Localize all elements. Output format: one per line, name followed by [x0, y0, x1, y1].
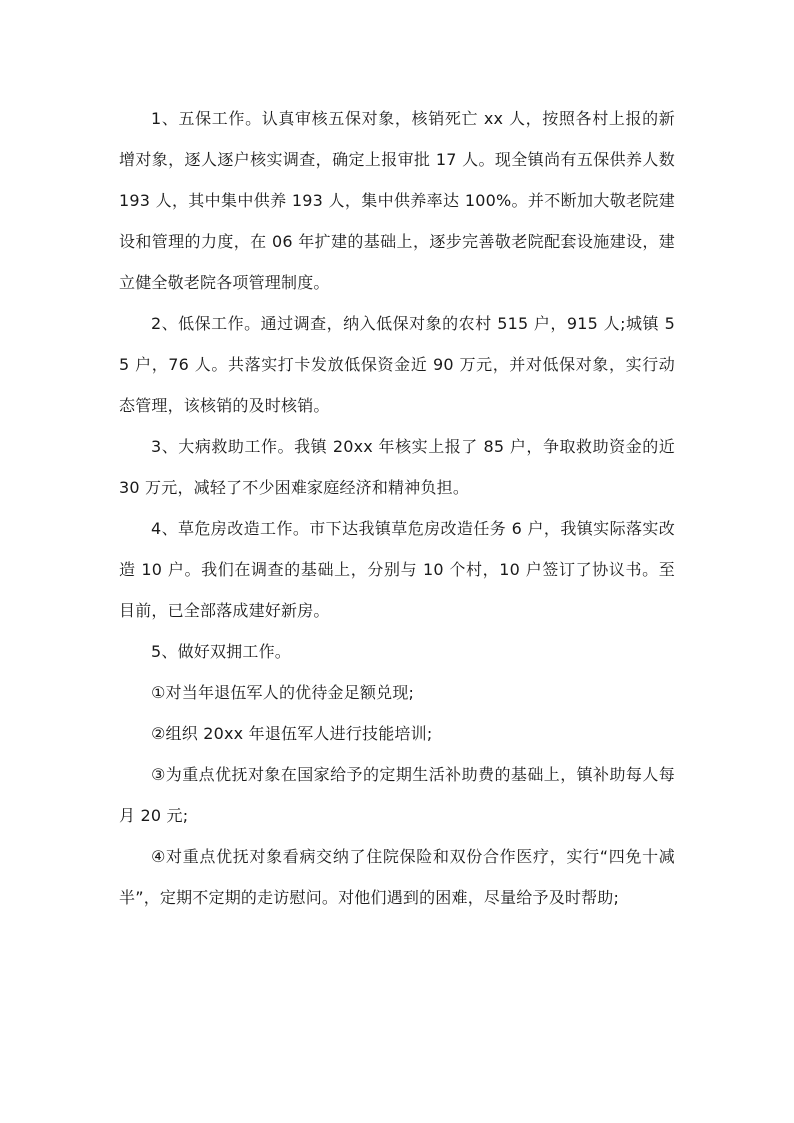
- paragraph-dibao: 2、低保工作。通过调查，纳入低保对象的农村 515 户，915 人;城镇 55 户，76 人。共落实打卡发放低保资金近 90 万元，并对低保对象，实行动态管理，该核销的及时核销。: [119, 314, 675, 415]
- paragraph-item-3: ③为重点优抚对象在国家给予的定期生活补助费的基础上，镇补助每人每月 20 元;: [119, 765, 675, 825]
- paragraph-shuangyong-heading: 5、做好双拥工作。: [151, 642, 291, 661]
- document-body: [119, 98, 675, 918]
- paragraph-dabing-jiuzhu: 3、大病救助工作。我镇 20xx 年核实上报了 85 户，争取救助资金的近 30 万元，减轻了不少困难家庭经济和精神负担。: [119, 437, 675, 497]
- paragraph-item-4: ④对重点优抚对象看病交纳了住院保险和双份合作医疗，实行“四免十减半”，定期不定期的走访慰问。对他们遇到的困难，尽量给予及时帮助;: [119, 847, 675, 907]
- paragraph-caoweifang: 4、草危房改造工作。市下达我镇草危房改造任务 6 户，我镇实际落实改造 10 户。我们在调查的基础上，分别与 10 个村，10 户签订了协议书。至目前，已全部落成建好新房。: [119, 519, 675, 620]
- paragraph-item-2: ②组织 20xx 年退伍军人进行技能培训;: [151, 724, 433, 743]
- paragraph-wubao: 1、五保工作。认真审核五保对象，核销死亡 xx 人，按照各村上报的新增对象，逐人逐户核实调查，确定上报审批 17 人。现全镇尚有五保供养人数 193 人，其中集中供养 193 人，集中供养率达 100%。并不断加大敬老院建设和管理的力度，在 06 年扩建的基础上，逐步完善敬老院配套设施建设，建立健全敬老院各项管理制度。: [119, 109, 675, 292]
- paragraph-item-1: ①对当年退伍军人的优待金足额兑现;: [151, 683, 415, 702]
